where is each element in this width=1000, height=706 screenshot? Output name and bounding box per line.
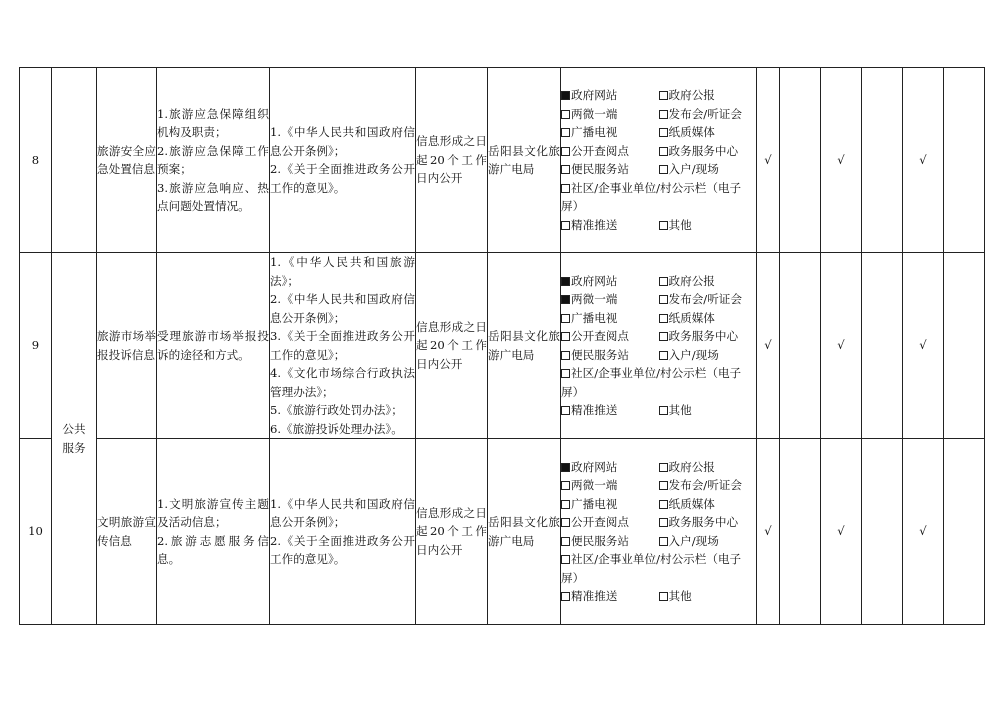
check-mark	[780, 439, 821, 625]
checkbox-empty-icon	[659, 277, 668, 286]
disclosure-table	[19, 67, 985, 625]
checkbox-empty-icon	[561, 147, 570, 156]
category-label: 公共服务	[62, 422, 86, 455]
channel-label: 其他	[668, 589, 692, 603]
channel-option	[561, 179, 756, 216]
channel-option	[659, 513, 757, 532]
checkbox-empty-icon	[561, 537, 570, 546]
channel-label: 纸质媒体	[668, 310, 715, 325]
checkbox-empty-icon	[659, 406, 668, 415]
channel-label: 发布会/听证会	[668, 106, 742, 121]
table-row	[20, 253, 985, 439]
channel-option	[659, 142, 757, 161]
disclosure-basis: 1.《中华人民共和国政府信息公开条例》； 2.《关于全面推进政务公开工作的意见》。	[270, 68, 416, 253]
channel-label: 广播电视	[571, 125, 618, 139]
channel-option	[659, 401, 757, 420]
channel-option	[561, 160, 659, 179]
item-name: 旅游安全应急处置信息	[97, 68, 157, 253]
checkbox-empty-icon	[561, 314, 570, 323]
check-mark: √	[903, 253, 944, 439]
checkbox-checked-icon	[561, 91, 570, 100]
channel-label: 社区/企事业单位/村公示栏（电子屏）	[561, 552, 742, 585]
check-mark: √	[821, 68, 862, 253]
channel-label: 精准推送	[571, 217, 618, 232]
disclosure-subject: 岳阳县文化旅游广电局	[488, 439, 561, 625]
checkbox-empty-icon	[659, 128, 668, 137]
checkbox-empty-icon	[561, 592, 570, 601]
check-mark: √	[903, 68, 944, 253]
channel-label: 两微一端	[571, 478, 618, 492]
channel-label: 政府网站	[571, 459, 618, 474]
table-row	[20, 68, 985, 253]
channel-label: 入户/现场	[668, 347, 719, 362]
channel-option	[659, 86, 757, 105]
disclosure-channels	[561, 253, 757, 439]
channel-option	[561, 364, 756, 401]
channel-label: 精准推送	[571, 589, 618, 603]
check-mark	[780, 253, 821, 439]
channel-option	[659, 272, 757, 291]
channel-option	[659, 346, 757, 365]
channel-label: 广播电视	[571, 496, 618, 511]
checkbox-checked-icon	[561, 295, 570, 304]
checkbox-empty-icon	[659, 351, 668, 360]
checkbox-empty-icon	[561, 128, 570, 137]
checkbox-empty-icon	[659, 537, 668, 546]
check-mark: √	[903, 439, 944, 625]
channel-option	[561, 123, 659, 142]
checkbox-empty-icon	[561, 555, 570, 564]
channel-option	[561, 532, 659, 551]
channel-label: 纸质媒体	[668, 125, 715, 139]
checkbox-empty-icon	[561, 500, 570, 509]
channel-option	[561, 142, 659, 161]
channel-label: 其他	[668, 403, 692, 417]
checkbox-checked-icon	[561, 463, 570, 472]
checkbox-empty-icon	[659, 295, 668, 304]
channel-label: 入户/现场	[668, 162, 719, 176]
check-mark: √	[821, 253, 862, 439]
check-mark	[862, 68, 903, 253]
channel-option	[659, 532, 757, 551]
checkbox-empty-icon	[561, 332, 570, 341]
channel-option	[659, 105, 757, 124]
channel-label: 广播电视	[571, 310, 618, 325]
channel-option	[659, 160, 757, 179]
item-name: 旅游市场举报投诉信息	[97, 253, 157, 439]
channel-label: 政府网站	[571, 273, 618, 288]
checkbox-empty-icon	[659, 221, 668, 230]
disclosure-content: 1.旅游应急保障组织机构及职责； 2.旅游应急保障工作预案； 3.旅游应急响应、热点问题处置情况。	[157, 68, 270, 253]
checkbox-empty-icon	[561, 184, 570, 193]
channel-label: 其他	[668, 217, 692, 232]
table-row	[20, 439, 985, 625]
checkbox-empty-icon	[659, 147, 668, 156]
channel-option	[561, 216, 659, 235]
checkbox-empty-icon	[561, 165, 570, 174]
channel-label: 便民服务站	[571, 347, 629, 362]
channel-option	[561, 476, 659, 495]
check-mark: √	[757, 253, 780, 439]
checkbox-empty-icon	[659, 463, 668, 472]
disclosure-content: 1.文明旅游宣传主题及活动信息； 2.旅游志愿服务信息。	[157, 439, 270, 625]
row-number: 8	[20, 68, 52, 253]
category-cell	[52, 253, 97, 625]
channel-label: 社区/企事业单位/村公示栏（电子屏）	[561, 366, 742, 399]
disclosure-time: 信息形成之日起20个工作日内公开	[416, 253, 488, 439]
check-mark: √	[821, 439, 862, 625]
check-mark	[944, 439, 985, 625]
channel-option	[659, 476, 757, 495]
channel-label: 便民服务站	[571, 162, 629, 176]
channel-label: 入户/现场	[668, 533, 719, 548]
disclosure-subject: 岳阳县文化旅游广电局	[488, 253, 561, 439]
channel-label: 政务服务中心	[668, 329, 739, 343]
checkbox-empty-icon	[659, 165, 668, 174]
check-mark	[944, 253, 985, 439]
checkbox-empty-icon	[561, 351, 570, 360]
checkbox-empty-icon	[659, 332, 668, 341]
channel-option	[561, 327, 659, 346]
channel-option	[561, 105, 659, 124]
channel-label: 政务服务中心	[668, 143, 739, 158]
channel-label: 社区/企事业单位/村公示栏（电子屏）	[561, 180, 742, 213]
disclosure-channels	[561, 68, 757, 253]
disclosure-subject: 岳阳县文化旅游广电局	[488, 68, 561, 253]
checkbox-empty-icon	[659, 110, 668, 119]
disclosure-basis: 1.《中华人民共和国旅游法》； 2.《中华人民共和国政府信息公开条例》； 3.《关于全面推进政务公开工作的意见》； 4.《文化市场综合行政执法管理办法》； 5.《旅游行政处罚办法》； 6.《旅游投诉处理办法》。	[270, 253, 416, 439]
channel-option	[561, 346, 659, 365]
disclosure-channels	[561, 439, 757, 625]
channel-label: 政府网站	[571, 88, 618, 102]
checkbox-checked-icon	[561, 277, 570, 286]
checkbox-empty-icon	[561, 110, 570, 119]
check-mark: √	[757, 68, 780, 253]
channel-label: 公开查阅点	[571, 515, 629, 529]
checkbox-empty-icon	[659, 592, 668, 601]
channel-label: 政府公报	[668, 88, 715, 102]
checkbox-empty-icon	[561, 221, 570, 230]
channel-option	[561, 587, 659, 606]
channel-option	[561, 290, 659, 309]
disclosure-content: 受理旅游市场举报投诉的途径和方式。	[157, 253, 270, 439]
channel-label: 公开查阅点	[571, 143, 629, 158]
channel-label: 政府公报	[668, 459, 715, 474]
checkbox-empty-icon	[561, 481, 570, 490]
channel-label: 政务服务中心	[668, 515, 739, 529]
channel-label: 两微一端	[571, 106, 618, 121]
check-mark	[862, 439, 903, 625]
channel-label: 精准推送	[571, 403, 618, 417]
channel-label: 公开查阅点	[571, 329, 629, 343]
channel-label: 纸质媒体	[668, 496, 715, 511]
channel-option	[561, 86, 659, 105]
checkbox-empty-icon	[659, 91, 668, 100]
channel-option	[561, 495, 659, 514]
channel-option	[659, 290, 757, 309]
check-mark: √	[757, 439, 780, 625]
checkbox-empty-icon	[659, 500, 668, 509]
item-name: 文明旅游宣传信息	[97, 439, 157, 625]
checkbox-empty-icon	[561, 406, 570, 415]
channel-option	[659, 327, 757, 346]
channel-label: 便民服务站	[571, 533, 629, 548]
channel-option	[561, 272, 659, 291]
disclosure-time: 信息形成之日起20个工作日内公开	[416, 439, 488, 625]
channel-label: 发布会/听证会	[668, 478, 742, 492]
row-number: 9	[20, 253, 52, 439]
checkbox-empty-icon	[659, 314, 668, 323]
row-number: 10	[20, 439, 52, 625]
channel-label: 政府公报	[668, 273, 715, 288]
channel-option	[659, 458, 757, 477]
disclosure-time: 信息形成之日起20个工作日内公开	[416, 68, 488, 253]
channel-label: 两微一端	[571, 292, 618, 306]
channel-option	[561, 309, 659, 328]
channel-option	[561, 550, 756, 587]
checkbox-empty-icon	[561, 369, 570, 378]
channel-option	[659, 216, 757, 235]
channel-option	[659, 309, 757, 328]
check-mark	[780, 68, 821, 253]
channel-option	[659, 123, 757, 142]
channel-option	[659, 495, 757, 514]
channel-option	[659, 587, 757, 606]
channel-option	[561, 458, 659, 477]
checkbox-empty-icon	[659, 481, 668, 490]
channel-option	[561, 401, 659, 420]
checkbox-empty-icon	[561, 518, 570, 527]
disclosure-basis: 1.《中华人民共和国政府信息公开条例》； 2.《关于全面推进政务公开工作的意见》。	[270, 439, 416, 625]
check-mark	[944, 68, 985, 253]
check-mark	[862, 253, 903, 439]
checkbox-empty-icon	[659, 518, 668, 527]
channel-option	[561, 513, 659, 532]
channel-label: 发布会/听证会	[668, 292, 742, 306]
